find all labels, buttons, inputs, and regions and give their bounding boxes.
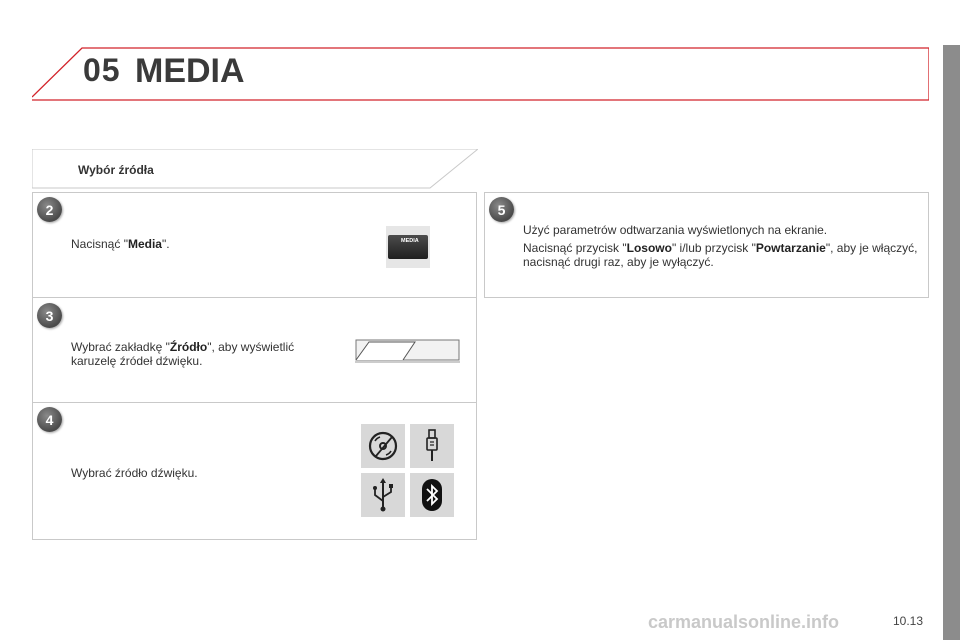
step-badge-5: 5	[489, 197, 514, 222]
media-button-image	[386, 226, 430, 268]
section-title: Wybór źródła	[78, 163, 154, 177]
step-4-text: Wybrać źródło dźwięku.	[71, 466, 198, 480]
source-tabs-image	[355, 338, 460, 363]
step-badge-2: 2	[37, 197, 62, 222]
step-5-line-1: Użyć parametrów odtwarzania wyświetlonych na ekranie.	[523, 223, 828, 237]
step-3-text: Wybrać zakładkę "Źródło", aby wyświetlić karuzelę źródeł dźwięku.	[71, 340, 295, 368]
tabs-icon	[355, 338, 460, 363]
usb-icon	[361, 473, 405, 517]
media-button-label: MEDIA	[388, 235, 428, 259]
step-divider	[32, 297, 477, 298]
watermark: carmanualsonline.info	[648, 612, 840, 632]
step-badge-4: 4	[37, 407, 62, 432]
cd-icon	[361, 424, 405, 468]
page-number: 10.13	[893, 614, 924, 628]
bluetooth-icon	[410, 473, 454, 517]
step-divider	[32, 402, 477, 403]
chapter-number: 05	[83, 52, 121, 88]
step-badge-3: 3	[37, 303, 62, 328]
step-5-line-2: Nacisnąć przycisk "Losowo" i/lub przycisk "Powtarzanie", aby je włączyć, nacisnąć drugi raz, aby je wyłączyć.	[523, 241, 918, 269]
jack-icon	[410, 424, 454, 468]
step-2-text: Nacisnąć "Media".	[71, 237, 170, 251]
chapter-title: MEDIA	[135, 52, 245, 90]
page-edge-bar	[943, 45, 960, 640]
